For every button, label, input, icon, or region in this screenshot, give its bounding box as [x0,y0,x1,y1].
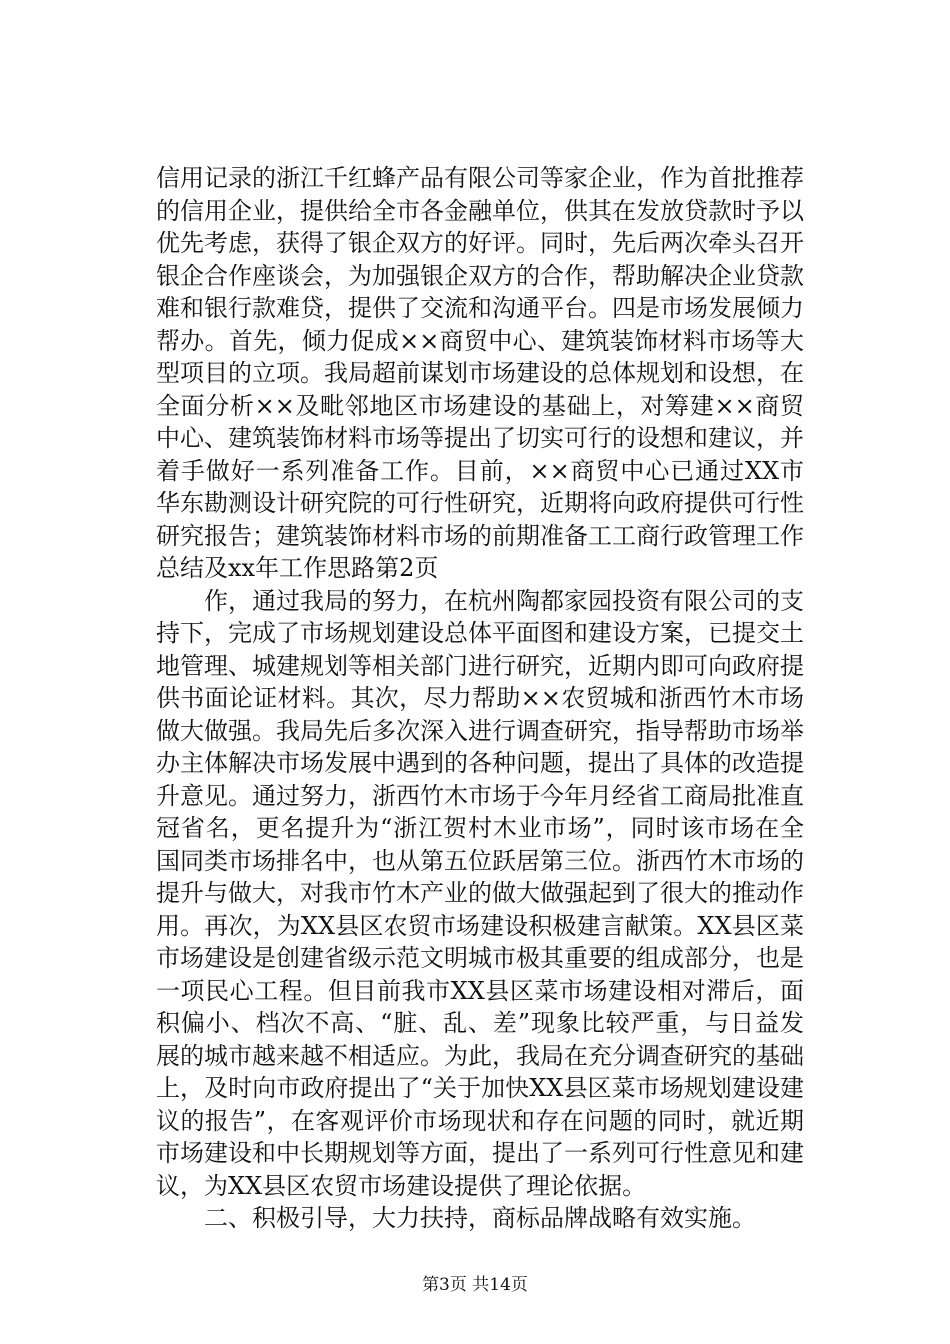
paragraph-1: 信用记录的浙江千红蜂产品有限公司等家企业，作为首批推荐的信用企业，提供给全市各金融单位，供其在发放贷款时予以优先考虑，获得了银企双方的好评。同时，先后两次牵头召开银企合作座谈会，为加强银企双方的合作，帮助解决企业贷款难和银行款难贷，提供了交流和沟通平台。四是市场发展倾力帮办。首先，倾力促成××商贸中心、建筑装饰材料市场等大型项目的立项。我局超前谋划市场建设的总体规划和设想，在全面分析××及毗邻地区市场建设的基础上，对筹建××商贸中心、建筑装饰材料市场等提出了切实可行的设想和建议，并着手做好一系列准备工作。目前，××商贸中心已通过XX市华东勘测设计研究院的可行性研究，近期将向政府提供可行性研究报告；建筑装饰材料市场的前期准备工工商行政管理工作总结及xx年工作思路第2页 [156,164,804,582]
section-heading: 二、积极引导，大力扶持，商标品牌战略有效实施。 [204,1204,756,1232]
paragraph-2: 作，通过我局的努力，在杭州陶都家园投资有限公司的支持下，完成了市场规划建设总体平面图和建设方案，已提交土地管理、城建规划等相关部门进行研究，近期内即可向政府提供书面论证材料。其次，尽力帮助××农贸城和浙西竹木市场做大做强。我局先后多次深入进行调查研究，指导帮助市场举办主体解决市场发展中遇到的各种问题，提出了具体的改造提升意见。通过努力，浙西竹木市场于今年月经省工商局批准直冠省名，更名提升为“浙江贺村木业市场”，同时该市场在全国同类市场排名中，也从第五位跃居第三位。浙西竹木市场的提升与做大，对我市竹木产业的做大做强起到了很大的推动作用。再次，为XX县区农贸市场建设积极建言献策。XX县区菜市场建设是创建省级示范文明城市极其重要的组成部分，也是一项民心工程。但目前我市XX县区菜市场建设相对滞后，面积偏小、档次不高、“脏、乱、差”现象比较严重，与日益发展的城市越来越不相适应。为此，我局在充分调查研究的基础上，及时向市政府提出了“关于加快XX县区菜市场规划建设建议的报告”，在客观评价市场现状和存在问题的同时，就近期市场建设和中长期规划等方面，提出了一系列可行性意见和建议，为XX县区农贸市场建设提供了理论依据。 [156,586,804,1200]
document-body [156,162,804,1235]
page-footer: 第3页 共14页 [422,1275,528,1295]
